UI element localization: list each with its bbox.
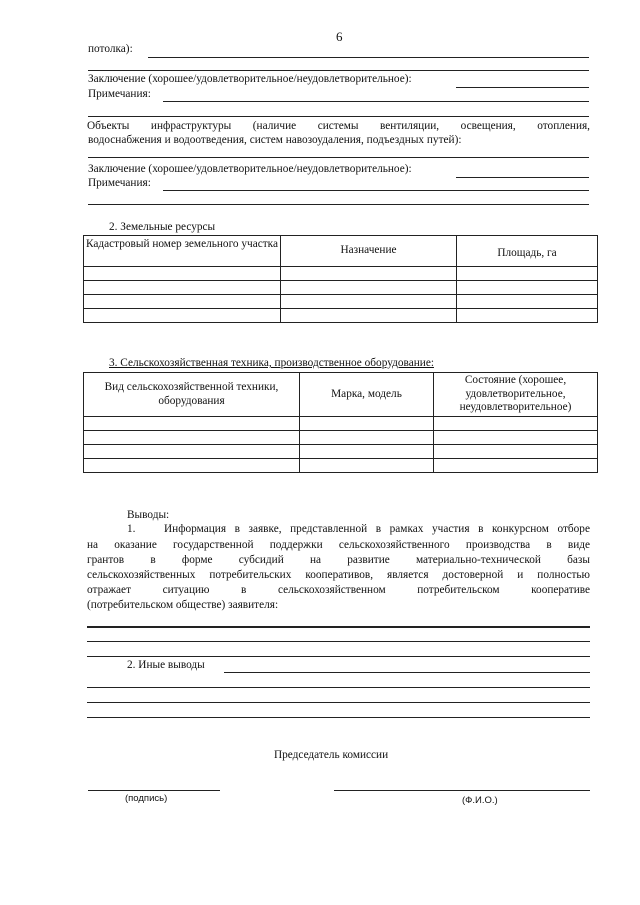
- infrastructure-text-line-2: водоснабжения и водоотведения, систем навозоудаления, подъездных путей):: [88, 134, 462, 146]
- conclusion-item-2-label: 2. Иные выводы: [127, 659, 205, 671]
- chairman-label: Председатель комиссии: [274, 749, 389, 761]
- conclusion-item-1-line-4: сельскохозяйственных потребительских кооперативов, является достоверной и полностью: [87, 569, 590, 581]
- conclusions-title: Выводы:: [127, 509, 170, 521]
- conclusion-item-1-line-5: отражает ситуацию в сельскохозяйственном потребительском кооперативе: [87, 584, 591, 596]
- land-section-title: 2. Земельные ресурсы: [109, 221, 216, 233]
- name-line[interactable]: [334, 790, 590, 791]
- page-number: 6: [336, 29, 343, 44]
- machinery-header-model: Марка, модель: [300, 373, 434, 417]
- answer-line: [87, 687, 590, 688]
- table-row: [84, 281, 598, 295]
- machinery-table: [83, 372, 598, 473]
- land-header-cadastral: Кадастровый номер земельного участка: [84, 236, 281, 267]
- infrastructure-conclusion-label: Заключение (хорошее/удовлетворительное/неудовлетворительное):: [88, 163, 412, 175]
- answer-line: [87, 626, 590, 628]
- land-header-area: Площадь, га: [457, 236, 598, 267]
- answer-line: [87, 717, 590, 718]
- blank-line: [88, 116, 589, 117]
- answer-line: [87, 641, 590, 642]
- notes-label: Примечания:: [88, 88, 151, 100]
- machinery-section-title: 3. Сельскохозяйственная техника, производственное оборудование:: [109, 357, 434, 369]
- table-row: [84, 417, 598, 431]
- signature-line[interactable]: [88, 790, 220, 791]
- answer-line: [87, 656, 590, 657]
- conclusion-item-1-line-6: (потребительском обществе) заявителя:: [87, 599, 279, 611]
- blank-line: [88, 70, 589, 71]
- land-header-purpose: Назначение: [281, 236, 457, 267]
- table-row: [84, 445, 598, 459]
- blank-line: [88, 204, 589, 205]
- table-row: [84, 431, 598, 445]
- ceiling-fill-line: [148, 57, 589, 58]
- table-row: [84, 459, 598, 473]
- conclusion-fill-line: [456, 87, 589, 88]
- table-row: [84, 309, 598, 323]
- name-caption: (Ф.И.О.): [462, 795, 498, 806]
- table-row: [84, 295, 598, 309]
- notes-fill-line: [163, 101, 589, 102]
- infrastructure-notes-label: Примечания:: [88, 177, 151, 189]
- answer-line: [87, 702, 590, 703]
- conclusion-item-1-number: 1.: [127, 523, 136, 535]
- land-table: [83, 235, 598, 323]
- conclusion-item-1-line-3: грантов в форме субсидий на развитие материально-технической базы: [87, 554, 590, 566]
- machinery-header-type: Вид сельскохозяйственной техники, оборудования: [84, 373, 300, 417]
- other-conclusions-fill-line: [224, 672, 590, 673]
- infrastructure-conclusion-fill-line: [456, 177, 589, 178]
- infrastructure-text-line-1: Объекты инфраструктуры (наличие системы вентиляции, освещения, отопления,: [87, 120, 591, 132]
- infrastructure-notes-fill-line: [163, 190, 589, 191]
- machinery-header-condition: Состояние (хорошее, удовлетворительное, неудовлетворительное): [434, 373, 598, 417]
- signature-caption: (подпись): [125, 793, 168, 804]
- conclusion-label: Заключение (хорошее/удовлетворительное/неудовлетворительное):: [88, 73, 412, 85]
- table-row: [84, 267, 598, 281]
- ceiling-label: потолка):: [88, 43, 133, 55]
- conclusion-item-1-line-1: Информация в заявке, представленной в рамках участия в конкурсном отборе: [164, 523, 590, 535]
- conclusion-item-1-line-2: на оказание государственной поддержки сельскохозяйственного производства в виде: [87, 539, 591, 551]
- blank-line: [88, 157, 589, 158]
